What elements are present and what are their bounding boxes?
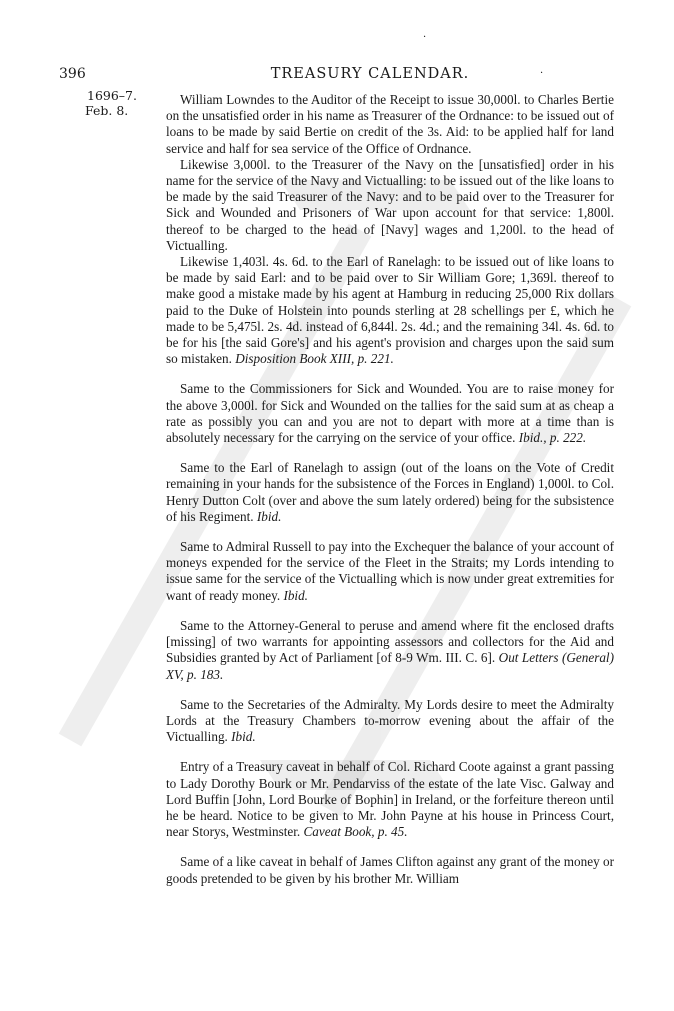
entry-paragraph (166, 759, 614, 840)
entry-paragraph (166, 381, 614, 446)
entry-text: Same to Admiral Russell to pay into the Exchequer the balance of your account of moneys expended for the service of the Fleet in the Straits; my Lords intending to issue same for the service of the Victualling which is now under great extremities for want of ready money. (166, 539, 614, 603)
running-title: TREASURY CALENDAR. (270, 66, 470, 82)
entry-paragraph (166, 618, 614, 683)
page-speck: · (423, 32, 427, 43)
entry-text: Same to the Earl of Ranelagh to assign (out of the loans on the Vote of Credit remaining in your hands for the subsistence of the Forces in England) 1,000l. to Col. Henry Dutton Colt (over and above the sum lately ordered) being for the subsistence of his Regiment. (166, 460, 614, 524)
entry-paragraph (166, 854, 614, 886)
entry-paragraph (166, 157, 614, 254)
entry-text: William Lowndes to the Auditor of the Receipt to issue 30,000l. to Charles Bertie on the unsatisfied order in his name as Treasurer of the Ordnance: to be issued out of loans to be made by said Bertie on credit of the 3s. Aid: to be applied half for land service and half for sea service of the Office of Ordnance. (166, 92, 614, 156)
entry-text: Same of a like caveat in behalf of James Clifton against any grant of the money or goods pretended to be given by his brother Mr. William (166, 854, 614, 886)
entry-text: Same to the Attorney-General to peruse and amend where fit the enclosed drafts [missing] of two warrants for appointing assessors and collectors for the Aid and Subsidies granted by Act of Parliament [of 8-9 Wm. III. C. 6]. (166, 617, 614, 666)
source-reference: Out Letters (General) XV, p. 183. (166, 650, 614, 682)
source-reference: Disposition Book XIII, p. 221. (235, 351, 394, 367)
source-reference: Ibid., p. 222. (518, 430, 587, 446)
calendar-entries (166, 92, 614, 887)
entry-text: Same to the Secretaries of the Admiralty. My Lords desire to meet the Admiralty Lords at the Treasury Chambers to-morrow evening about the affair of the Victualling. (166, 696, 614, 745)
entry-text: Likewise 3,000l. to the Treasurer of the Navy on the [unsatisfied] order in his name for the service of the Navy and Victualling: to be issued out of the like loans to be made by the said Treasurer of the Navy: and to be paid over to the Treasurer for Sick and Wounded and Prisoners of War upon account for that service: 1,800l. thereof to be charged to the head of [Navy] wages and 1,200l. to the head of Victualling. (166, 156, 614, 253)
source-reference: Ibid. (283, 587, 308, 603)
margin-year: 1696–7. (87, 88, 137, 103)
entry-paragraph (166, 460, 614, 525)
entry-paragraph (166, 254, 614, 367)
entry-text: Likewise 1,403l. 4s. 6d. to the Earl of Ranelagh: to be issued out of like loans to be made by said Earl: and to be paid over to Sir William Gore; 1,369l. thereof to make good a mistake made by his agent at Hamburg in reducing 25,000 Rix dollars paid to the Duke of Holstein into pounds sterling at 28 schellings per £, which he made to be 5,475l. 2s. 4d. instead of 6,844l. 2s. 4d.; and the remaining 34l. 4s. 6d. to be for his [the said Gore's] and his agent's provision and charges upon the said sum so mistaken. (166, 254, 614, 367)
entry-text: Same to the Commissioners for Sick and Wounded. You are to raise money for the above 3,000l. for Sick and Wounded on the tallies for the said sum at as cheap a rate as possibly you can and you are not to depart with more at a time than is absolutely necessary for the carrying on the service of your office. (166, 381, 614, 446)
source-reference: Caveat Book, p. 45. (303, 824, 408, 840)
page-speck: · (540, 68, 544, 79)
source-reference: Ibid. (256, 508, 282, 524)
entry-text: Entry of a Treasury caveat in behalf of Col. Richard Coote against a grant passing to Lady Dorothy Bourk or Mr. Pendarviss of the estate of the late Visc. Galway and Lord Buffin [John, Lord Bourke of Bophin] in Ireland, or the forfeiture thereon until he be heard. Notice to be given to Mr. John Payne at his house in Princess Court, near Storys, Westminster. (166, 759, 614, 840)
source-reference: Ibid. (231, 729, 256, 745)
margin-date: Feb. 8. (85, 103, 129, 118)
page-number: 396 (59, 66, 86, 82)
entry-paragraph (166, 92, 614, 157)
entry-paragraph (166, 697, 614, 746)
entry-paragraph (166, 539, 614, 604)
